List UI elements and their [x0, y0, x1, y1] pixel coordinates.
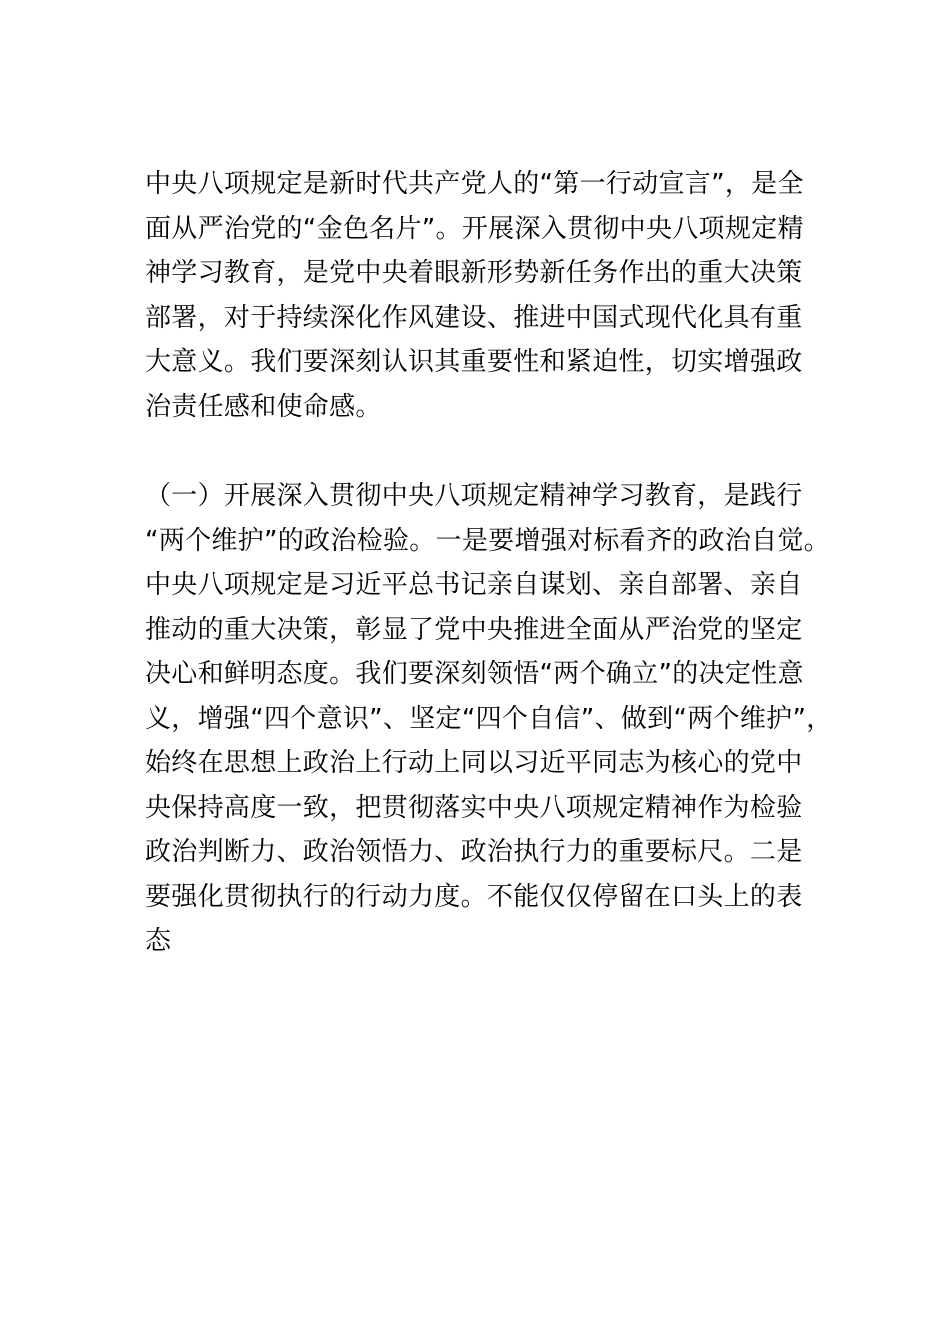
paragraph-section-one	[145, 474, 833, 964]
text-line: 央保持高度一致，把贯彻落实中央八项规定精神作为检验	[145, 792, 803, 823]
text-line: 部署，对于持续深化作风建设、推进中国式现代化具有重	[145, 302, 803, 333]
text-line: 神学习教育，是党中央着眼新形势新任务作出的重大决策	[145, 258, 803, 288]
text-line: 面从严治党的“金色名片”。开展深入贯彻中央八项规定精	[145, 213, 804, 244]
text-line: 要强化贯彻执行的行动力度。不能仅仅停留在口头上的表	[145, 881, 803, 912]
text-line: 中央八项规定是习近平总书记亲自谋划、亲自部署、亲自	[145, 570, 803, 600]
text-line: 态	[145, 926, 172, 956]
text-line: 义，增强“四个意识”、坚定“四个自信”、做到“两个维护”，	[145, 703, 833, 734]
text-line: 政治判断力、政治领悟力、政治执行力的重要标尺。二是	[145, 837, 803, 867]
text-line: 治责任感和使命感。	[145, 391, 382, 422]
paragraph-intro	[145, 162, 825, 429]
text-line: 推动的重大决策，彰显了党中央推进全面从严治党的坚定	[145, 614, 803, 645]
text-line: （一）开展深入贯彻中央八项规定精神学习教育，是践行	[145, 481, 803, 511]
text-line: 始终在思想上政治上行动上同以习近平同志为核心的党中	[145, 748, 803, 778]
text-line: 中央八项规定是新时代共产党人的“第一行动宣言”，是全	[145, 169, 804, 199]
text-line: 大意义。我们要深刻认识其重要性和紧迫性，切实增强政	[145, 347, 803, 377]
text-line: 决心和鲜明态度。我们要深刻领悟“两个确立”的决定性意	[145, 659, 804, 689]
text-line: “两个维护”的政治检验。一是要增强对标看齐的政治自觉。	[145, 525, 831, 556]
